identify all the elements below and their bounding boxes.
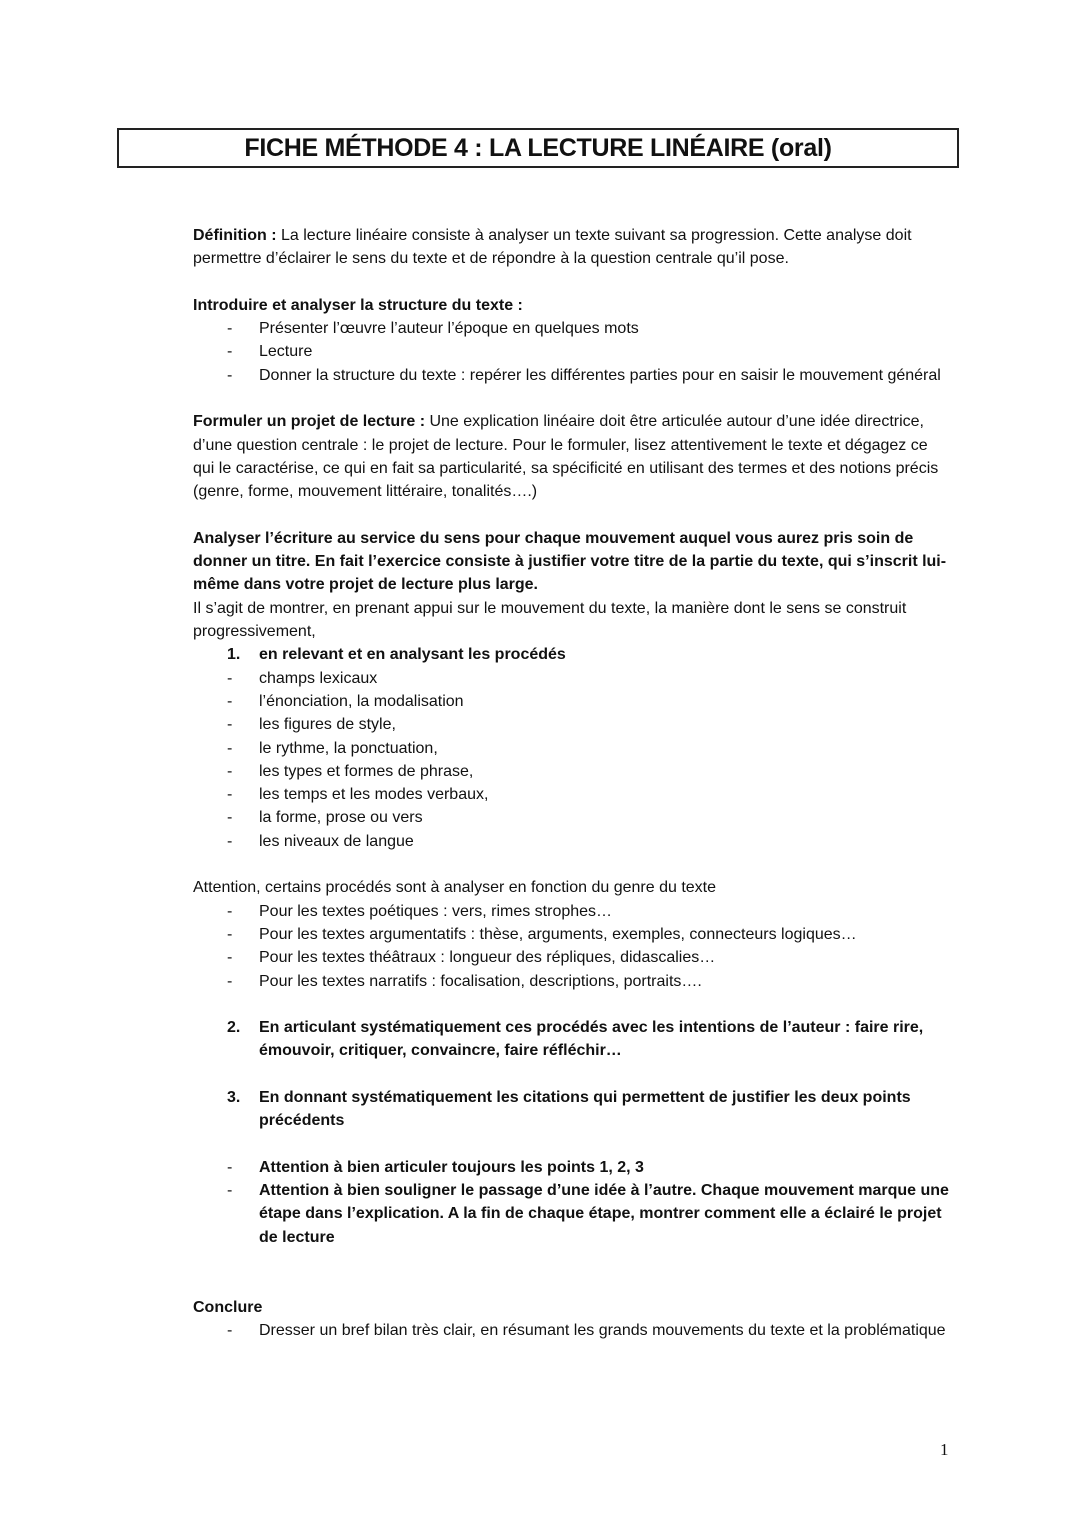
definition-paragraph	[193, 224, 953, 271]
list-item: - Pour les textes argumentatifs : thèse, arguments, exemples, connecteurs logiques…	[193, 923, 953, 946]
projet-paragraph	[193, 410, 953, 503]
projet-label: Formuler un projet de lecture :	[193, 413, 426, 431]
projet-text: Une explication linéaire doit être articulée autour d’une idée directrice, d’une question centrale : le projet de lecture. Pour le formuler, lisez attentivement le texte et dégagez ce qui le caractérise, ce qui en fait sa particularité, sa spécificité en utilisant des termes et des notions précis (genre, forme, mouvement littéraire, tonalités….)	[193, 413, 939, 501]
list-item: - Pour les textes théâtraux : longueur des répliques, didascalies…	[193, 946, 953, 969]
genres-list	[193, 900, 953, 993]
list-item: - l’énonciation, la modalisation	[193, 690, 953, 713]
page-title: FICHE MÉTHODE 4 : LA LECTURE LINÉAIRE (oral)	[244, 133, 832, 162]
conclure-list	[193, 1319, 953, 1342]
introduire-heading: Introduire et analyser la structure du texte :	[193, 296, 523, 314]
list-item: - Lecture	[193, 340, 953, 363]
list-item: - les niveaux de langue	[193, 830, 953, 853]
point-2: 2. En articulant systématiquement ces procédés avec les intentions de l’auteur : faire rire, émouvoir, critiquer, convaincre, faire réfléchir…	[227, 1019, 924, 1060]
definition-text: La lecture linéaire consiste à analyser un texte suivant sa progression. Cette analyse doit permettre d’éclairer le sens du texte et de répondre à la question centrale qu’il pose.	[193, 227, 912, 268]
page-number: 1	[940, 1440, 949, 1459]
list-item: - Pour les textes narratifs : focalisation, descriptions, portraits….	[193, 970, 953, 993]
point-1: 1. en relevant et en analysant les procédés	[227, 646, 566, 664]
list-item: - les figures de style,	[193, 713, 953, 736]
list-item: - la forme, prose ou vers	[193, 806, 953, 829]
list-item: - le rythme, la ponctuation,	[193, 737, 953, 760]
analyser-heading: Analyser l’écriture au service du sens pour chaque mouvement auquel vous aurez pris soin de donner un titre. En fait l’exercice consiste à justifier votre titre de la partie du texte, qui s’inscrit lui-même dans votre projet de lecture plus large.	[193, 529, 947, 594]
introduire-list	[193, 317, 953, 387]
point-3-list	[193, 1086, 953, 1133]
document-body	[193, 224, 953, 1342]
list-item: - Présenter l’œuvre l’auteur l’époque en quelques mots	[193, 317, 953, 340]
attentions-list	[193, 1156, 953, 1249]
list-item: - Attention à bien articuler toujours les points 1, 2, 3	[193, 1156, 953, 1179]
point-2-list	[193, 1016, 953, 1063]
definition-label: Définition :	[193, 227, 277, 244]
list-item: - champs lexicaux	[193, 667, 953, 690]
list-item: - Pour les textes poétiques : vers, rimes strophes…	[193, 900, 953, 923]
point-3: 3. En donnant systématiquement les citations qui permettent de justifier les deux points précédents	[227, 1088, 911, 1130]
conclure-heading: Conclure	[193, 1298, 263, 1316]
list-item: - Donner la structure du texte : repérer les différentes parties pour en saisir le mouvement général	[193, 364, 953, 387]
procedes-list	[193, 667, 953, 853]
title-box	[117, 128, 959, 168]
analyser-intro: Il s’agit de montrer, en prenant appui sur le mouvement du texte, la manière dont le sens se construit progressivement,	[193, 599, 907, 641]
list-item: - les temps et les modes verbaux,	[193, 783, 953, 806]
list-item: - Dresser un bref bilan très clair, en résumant les grands mouvements du texte et la problématique	[193, 1319, 953, 1342]
point-1-list	[193, 643, 953, 666]
list-item: - Attention à bien souligner le passage d’une idée à l’autre. Chaque mouvement marque une étape dans l’explication. A la fin de chaque étape, montrer comment elle a éclairé le projet de lecture	[193, 1179, 953, 1249]
attention-intro: Attention, certains procédés sont à analyser en fonction du genre du texte	[193, 879, 716, 897]
list-item: - les types et formes de phrase,	[193, 760, 953, 783]
